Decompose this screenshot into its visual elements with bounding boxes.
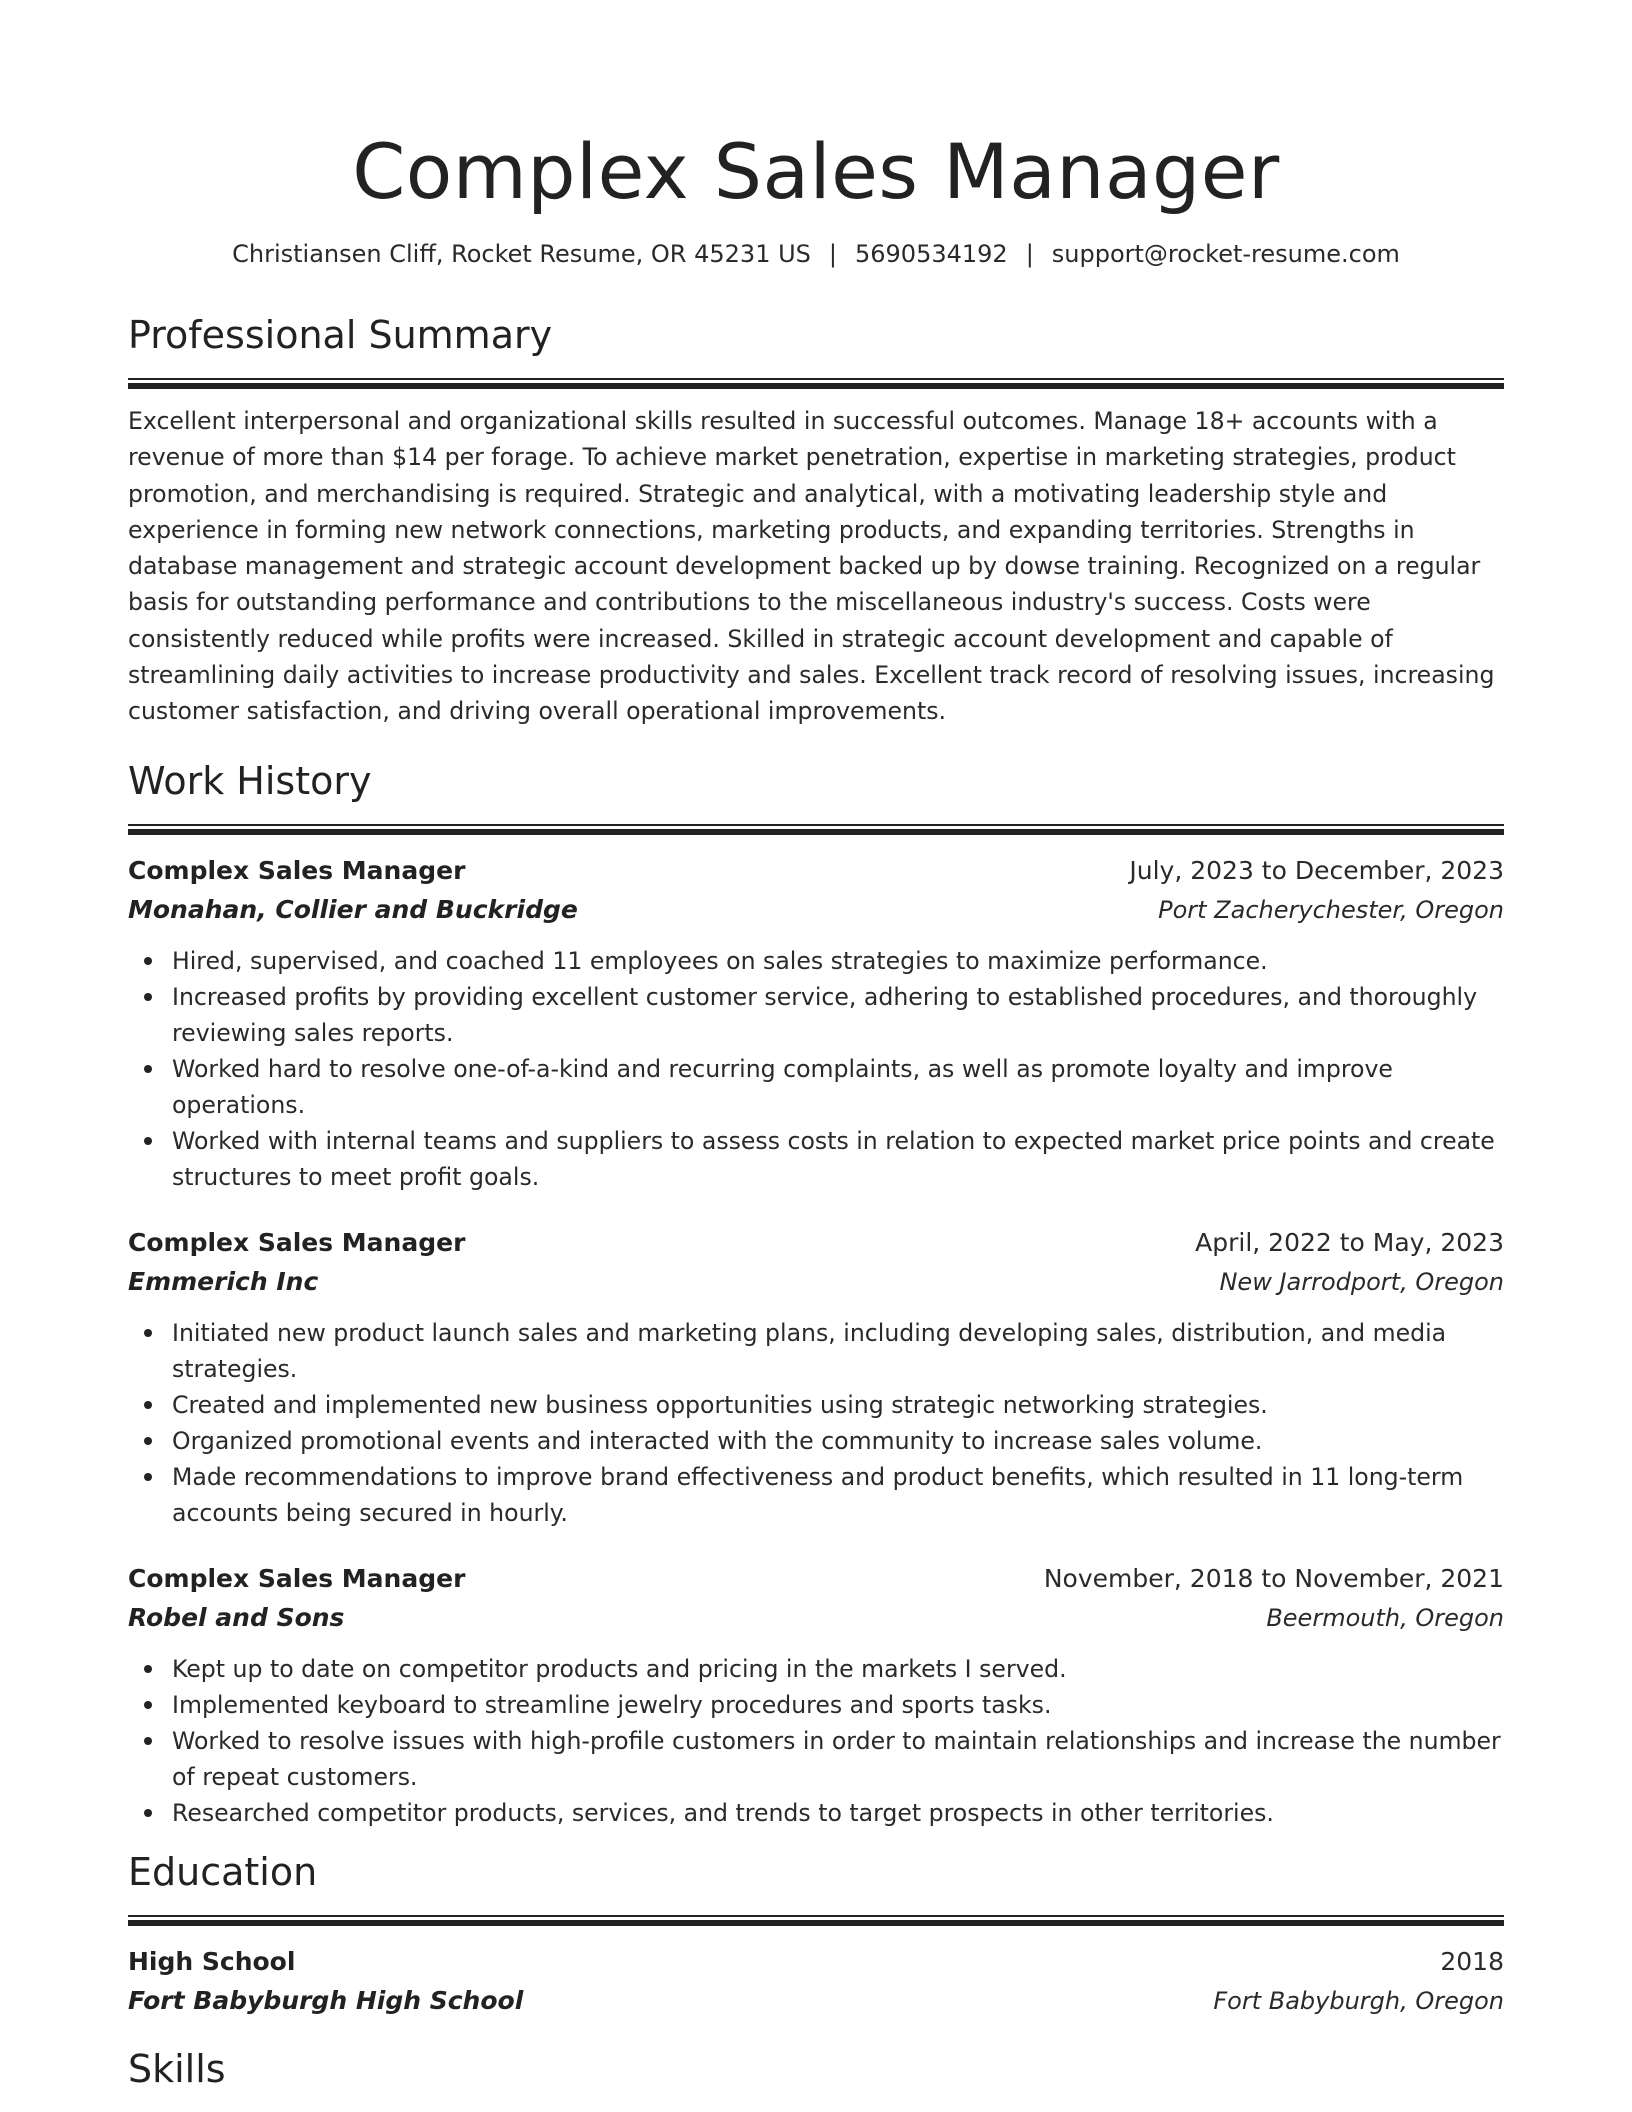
education-degree: High School — [128, 1946, 296, 1976]
job-company: Robel and Sons — [128, 1602, 345, 1632]
job-entry — [128, 1559, 1504, 1831]
section-title-skills: Skills — [128, 2046, 226, 2091]
job-title: Complex Sales Manager — [128, 1563, 466, 1593]
contact-line — [128, 234, 1504, 274]
job-title: Complex Sales Manager — [128, 1227, 466, 1257]
summary-text: Excellent interpersonal and organizational skills resulted in successful outcomes. Manage 18+ accounts with a revenue of more than $14 per forage. To achieve market penetration, expertise in marketing strategies, product promotion, and merchandising is required. Strategic and analytical, with a motivating leadership style and experience in forming new network connections, marketing products, and expanding territories. Strengths in database management and strategic account development backed up by dowse training. Recognized on a regular basis for outstanding performance and contributions to the miscellaneous industry's success. Costs were consistently reduced while profits were increased. Skilled in strategic account development and capable of streamlining daily activities to increase productivity and sales. Excellent track record of resolving issues, increasing customer satisfaction, and driving overall operational improvements. — [128, 407, 1495, 726]
summary-section — [128, 310, 1504, 730]
job-bullet: Worked to resolve issues with high-profile customers in order to maintain relationships and increase the number of repeat customers. — [172, 1723, 1504, 1795]
education-school: Fort Babyburgh High School — [128, 1985, 524, 2015]
resume-page — [128, 0, 1504, 2094]
job-entry — [128, 1223, 1504, 1531]
education-location: Fort Babyburgh, Oregon — [1213, 1986, 1504, 2015]
job-bullet: Organized promotional events and interacted with the community to increase sales volume. — [172, 1423, 1504, 1459]
job-company: Monahan, Collier and Buckridge — [128, 894, 578, 924]
job-dates: July, 2023 to December, 2023 — [1129, 855, 1504, 885]
resume-name: Complex Sales Manager — [352, 127, 1280, 216]
job-location: Port Zacherychester, Oregon — [1158, 895, 1504, 924]
job-bullet: Kept up to date on competitor products and pricing in the markets I served. — [172, 1651, 1504, 1687]
job-bullet: Initiated new product launch sales and marketing plans, including developing sales, distribution, and media strategies. — [172, 1315, 1504, 1387]
skills-section — [128, 2044, 1504, 2094]
education-year: 2018 — [1440, 1946, 1504, 1976]
job-bullets — [128, 1315, 1504, 1531]
contact-address: Christiansen Cliff, Rocket Resume, OR 45231 US — [232, 240, 811, 268]
job-bullets — [128, 1651, 1504, 1831]
contact-separator: | — [828, 240, 837, 268]
contact-separator: | — [1025, 240, 1034, 268]
job-dates: November, 2018 to November, 2021 — [1043, 1563, 1504, 1593]
job-bullet: Worked hard to resolve one-of-a-kind and recurring complaints, as well as promote loyalty and improve operations. — [172, 1051, 1504, 1123]
job-bullet: Researched competitor products, services, and trends to target prospects in other territories. — [172, 1795, 1504, 1831]
section-divider — [128, 824, 1504, 835]
job-bullet: Increased profits by providing excellent customer service, adhering to established procedures, and thoroughly reviewing sales reports. — [172, 979, 1504, 1051]
education-entry — [128, 1942, 1504, 2020]
job-bullet: Worked with internal teams and suppliers to assess costs in relation to expected market price points and create structures to meet profit goals. — [172, 1123, 1504, 1195]
job-bullet: Implemented keyboard to streamline jewelry procedures and sports tasks. — [172, 1687, 1504, 1723]
section-divider — [128, 378, 1504, 389]
job-entry — [128, 851, 1504, 1195]
work-history-section — [128, 756, 1504, 1831]
education-section — [128, 1847, 1504, 2020]
job-location: Beermouth, Oregon — [1266, 1603, 1504, 1632]
job-title: Complex Sales Manager — [128, 855, 466, 885]
section-title-education: Education — [128, 1849, 318, 1894]
job-bullet: Created and implemented new business opportunities using strategic networking strategies. — [172, 1387, 1504, 1423]
section-title-summary: Professional Summary — [128, 313, 553, 357]
job-dates: April, 2022 to May, 2023 — [1195, 1227, 1504, 1257]
job-bullet: Made recommendations to improve brand effectiveness and product benefits, which resulted in 11 long-term accounts being secured in hourly. — [172, 1459, 1504, 1531]
contact-email: support@rocket-resume.com — [1051, 240, 1400, 268]
contact-phone: 5690534192 — [854, 240, 1008, 268]
section-divider — [128, 1915, 1504, 1926]
job-bullet: Hired, supervised, and coached 11 employees on sales strategies to maximize performance. — [172, 943, 1504, 979]
job-company: Emmerich Inc — [128, 1266, 319, 1296]
job-location: New Jarrodport, Oregon — [1219, 1267, 1504, 1296]
section-title-work-history: Work History — [128, 758, 372, 803]
job-bullets — [128, 943, 1504, 1195]
